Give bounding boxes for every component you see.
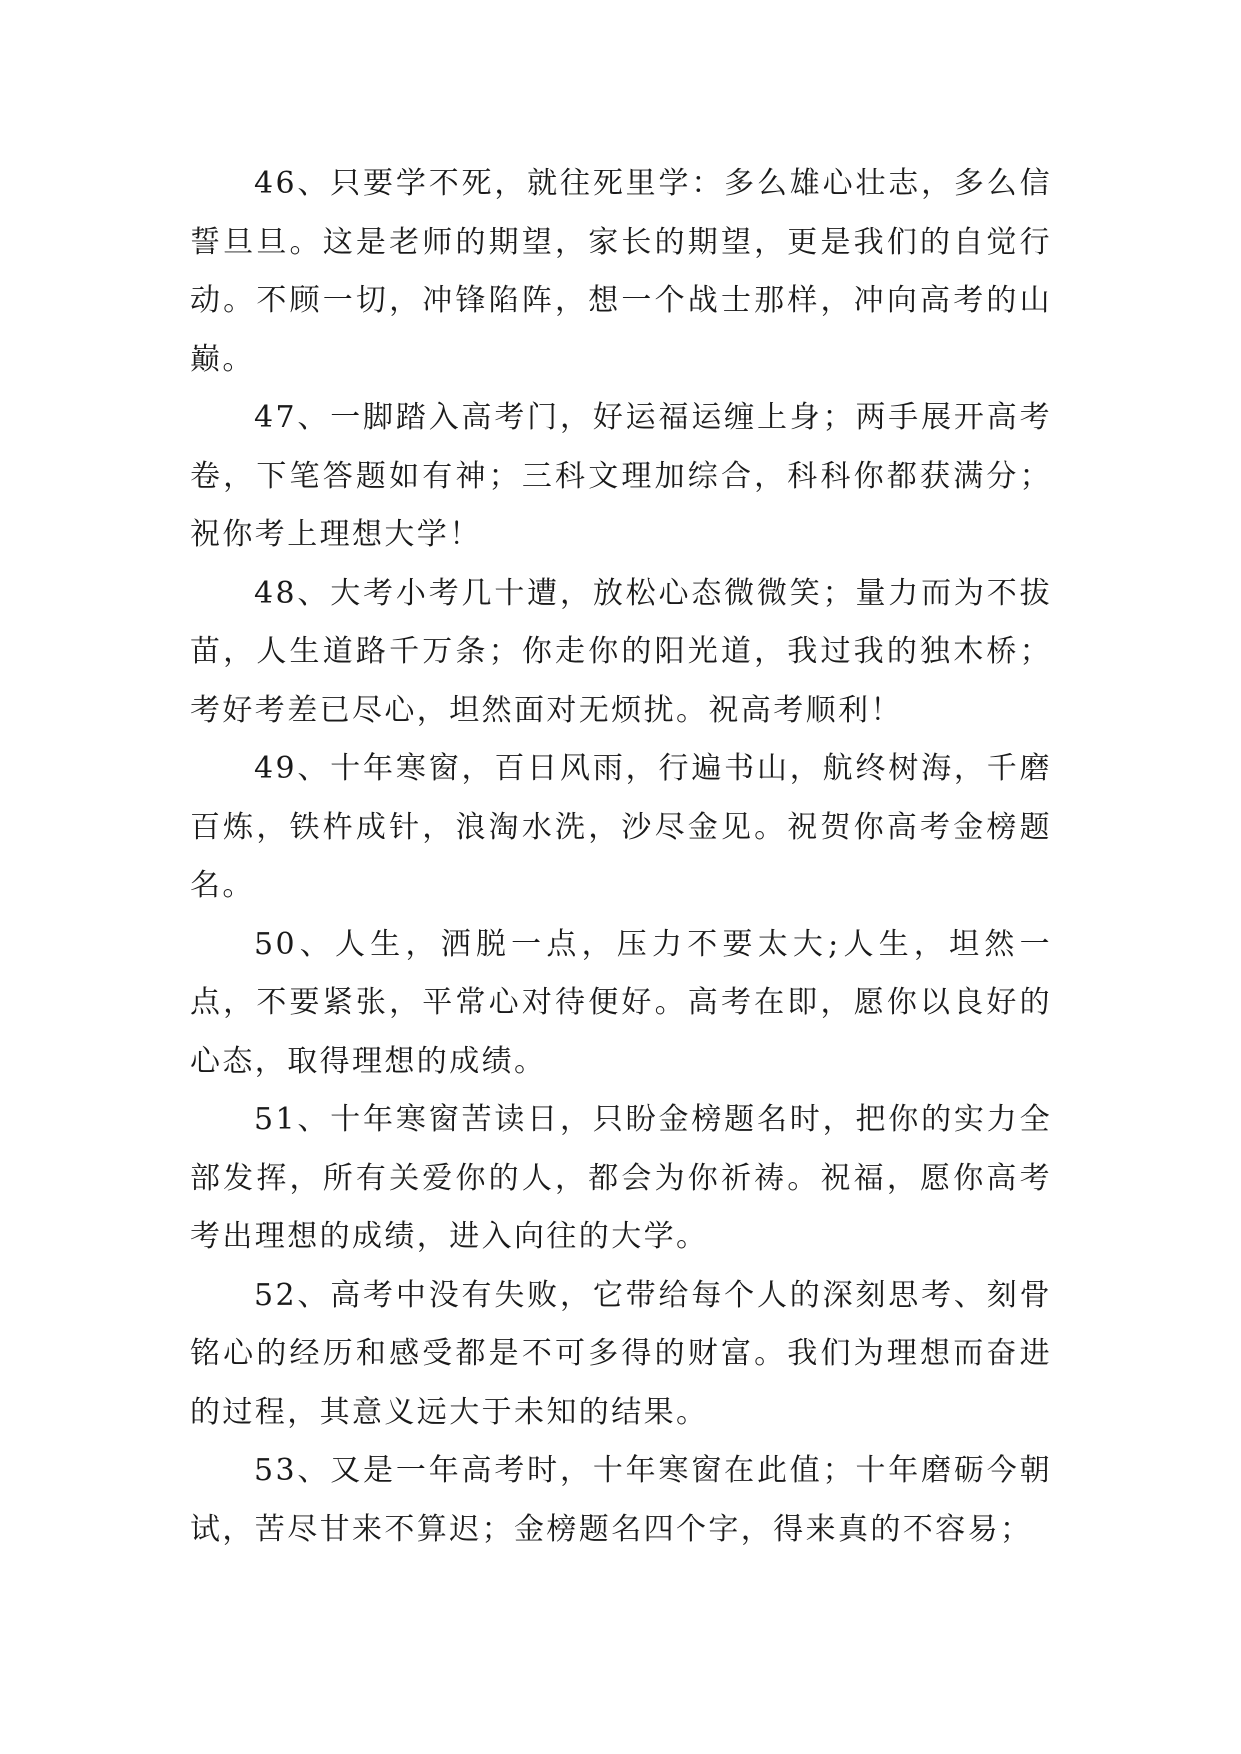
paragraph-52: 52、高考中没有失败，它带给每个人的深刻思考、刻骨铭心的经历和感受都是不可多得的财富。我们为理想而奋进的过程，其意义远大于未知的结果。 <box>190 1277 1052 1430</box>
paragraph-46: 46、只要学不死，就往死里学：多么雄心壮志，多么信誓旦旦。这是老师的期望，家长的期望，更是我们的自觉行动。不顾一切，冲锋陷阵，想一个战士那样，冲向高考的山巅。 <box>190 166 1052 377</box>
document-body <box>190 155 1052 1559</box>
paragraph-48: 48、大考小考几十遭，放松心态微微笑；量力而为不拔苗，人生道路千万条；你走你的阳光道，我过我的独木桥；考好考差已尽心，坦然面对无烦扰。祝高考顺利！ <box>190 575 1052 728</box>
paragraph-51: 51、十年寒窗苦读日，只盼金榜题名时，把你的实力全部发挥，所有关爱你的人，都会为你祈祷。祝福，愿你高考考出理想的成绩，进入向往的大学。 <box>190 1102 1052 1254</box>
paragraph-53: 53、又是一年高考时，十年寒窗在此值；十年磨砺今朝试，苦尽甘来不算迟；金榜题名四个字，得来真的不容易； <box>190 1453 1052 1547</box>
paragraph-49: 49、十年寒窗，百日风雨，行遍书山，航终树海，千磨百炼，铁杵成针，浪淘水洗，沙尽金见。祝贺你高考金榜题名。 <box>190 751 1052 903</box>
paragraph-50: 50、人生，洒脱一点，压力不要太大;人生，坦然一点，不要紧张，平常心对待便好。高考在即，愿你以良好的心态，取得理想的成绩。 <box>190 926 1052 1079</box>
paragraph-47: 47、一脚踏入高考门，好运福运缠上身；两手展开高考卷，下笔答题如有神；三科文理加综合，科科你都获满分；祝你考上理想大学！ <box>190 400 1052 552</box>
